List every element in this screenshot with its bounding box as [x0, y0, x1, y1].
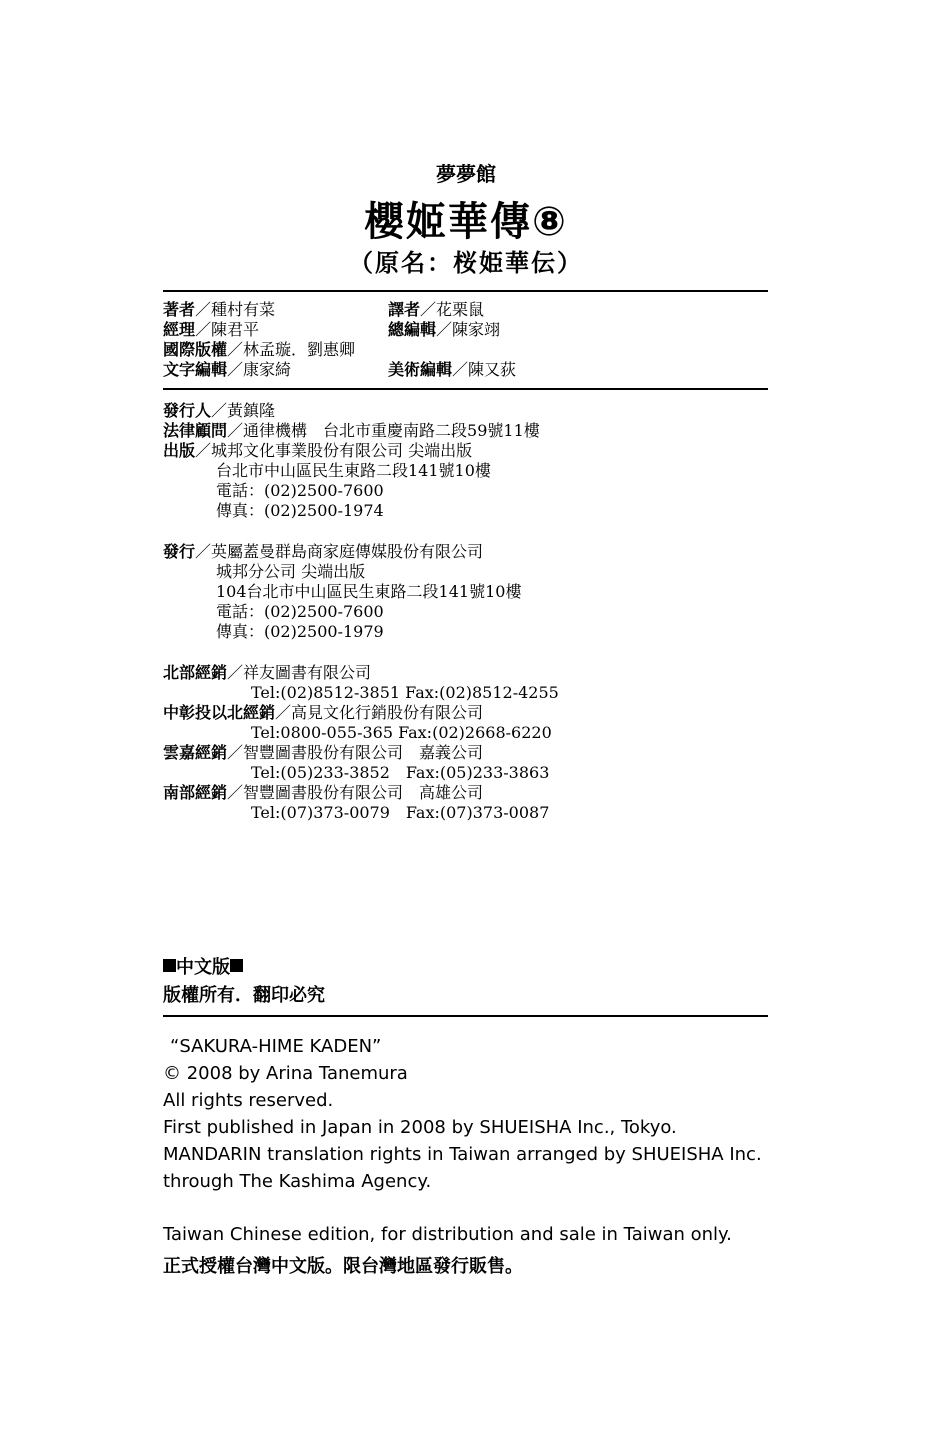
publisher-address: 台北市中山區民生東路二段141號10樓 [216, 461, 491, 480]
dealer-central: 中彰投以北經銷／高見文化行銷股份有限公司 [163, 703, 484, 722]
edition-rights: 版權所有．翻印必究 [163, 985, 325, 1006]
credit-author: 著者／種村有菜 [163, 300, 276, 319]
publisher-tel: 電話：(02)2500-7600 [216, 481, 384, 500]
credit-chief-editor: 總編輯／陳家翊 [388, 320, 501, 339]
distribution-tel: 電話：(02)2500-7600 [216, 602, 384, 621]
copyright-reserved: All rights reserved. [163, 1090, 334, 1111]
distribution-fax: 傳真：(02)2500-1979 [216, 622, 384, 641]
original-title: （原名：桜姫華伝） [349, 249, 583, 277]
copyright-notice: © 2008 by Arina Tanemura [163, 1063, 408, 1084]
book-title: 櫻姬華傳⑧ [364, 199, 568, 245]
copyright-first-published: First published in Japan in 2008 by SHUEISHA Inc., Tokyo. [163, 1117, 677, 1138]
dealer-south: 南部經銷／智豐圖書股份有限公司 高雄公司 [163, 783, 484, 802]
credit-manager: 經理／陳君平 [163, 320, 260, 339]
dealer-central-contact: Tel:0800-055-365 Fax:(02)2668-6220 [251, 723, 552, 742]
credit-text-editor: 文字編輯／康家綺 [163, 360, 292, 379]
dealer-chiayi-contact: Tel:(05)233-3852 Fax:(05)233-3863 [251, 763, 550, 782]
publisher-legal: 法律顧問／通律機構 台北市重慶南路二段59號11樓 [163, 421, 540, 440]
credit-rights: 國際版權／林孟璇．劉惠卿 [163, 340, 356, 359]
credit-translator: 譯者／花栗鼠 [388, 300, 485, 319]
dealer-chiayi: 雲嘉經銷／智豐圖書股份有限公司 嘉義公司 [163, 743, 484, 762]
copyright-agency: through The Kashima Agency. [163, 1171, 432, 1192]
dealer-south-contact: Tel:(07)373-0079 Fax:(07)373-0087 [251, 803, 550, 822]
publisher-publish: 出版／城邦文化事業股份有限公司 尖端出版 [163, 441, 473, 460]
divider-middle [163, 388, 768, 390]
edition-distribution-note: Taiwan Chinese edition, for distribution and sale in Taiwan only. [163, 1224, 732, 1245]
dealer-north-contact: Tel:(02)8512-3851 Fax:(02)8512-4255 [251, 683, 559, 702]
copyright-title: “SAKURA-HIME KADEN” [170, 1036, 382, 1057]
edition-authorization-note: 正式授權台灣中文版。限台灣地區發行販售。 [163, 1256, 523, 1277]
publisher-fax: 傳真：(02)2500-1974 [216, 501, 384, 520]
series-name: 夢夢館 [436, 162, 496, 186]
distribution-address: 104台北市中山區民生東路二段141號10樓 [216, 582, 522, 601]
copyright-translation-rights: MANDARIN translation rights in Taiwan arranged by SHUEISHA Inc. [163, 1144, 762, 1165]
square-bullet-icon [163, 959, 176, 972]
dealer-north: 北部經銷／祥友圖書有限公司 [163, 663, 372, 682]
distribution-branch: 城邦分公司 尖端出版 [216, 562, 366, 581]
credit-art-editor: 美術編輯／陳又荻 [388, 360, 517, 379]
distribution-dist: 發行／英屬蓋曼群島商家庭傳媒股份有限公司 [163, 542, 484, 561]
square-bullet-icon [230, 959, 243, 972]
divider-bottom [163, 1015, 768, 1017]
divider-top [163, 290, 768, 292]
edition-label: 中文版 [163, 953, 243, 979]
publisher-issuer: 發行人／黃鎮隆 [163, 401, 276, 420]
